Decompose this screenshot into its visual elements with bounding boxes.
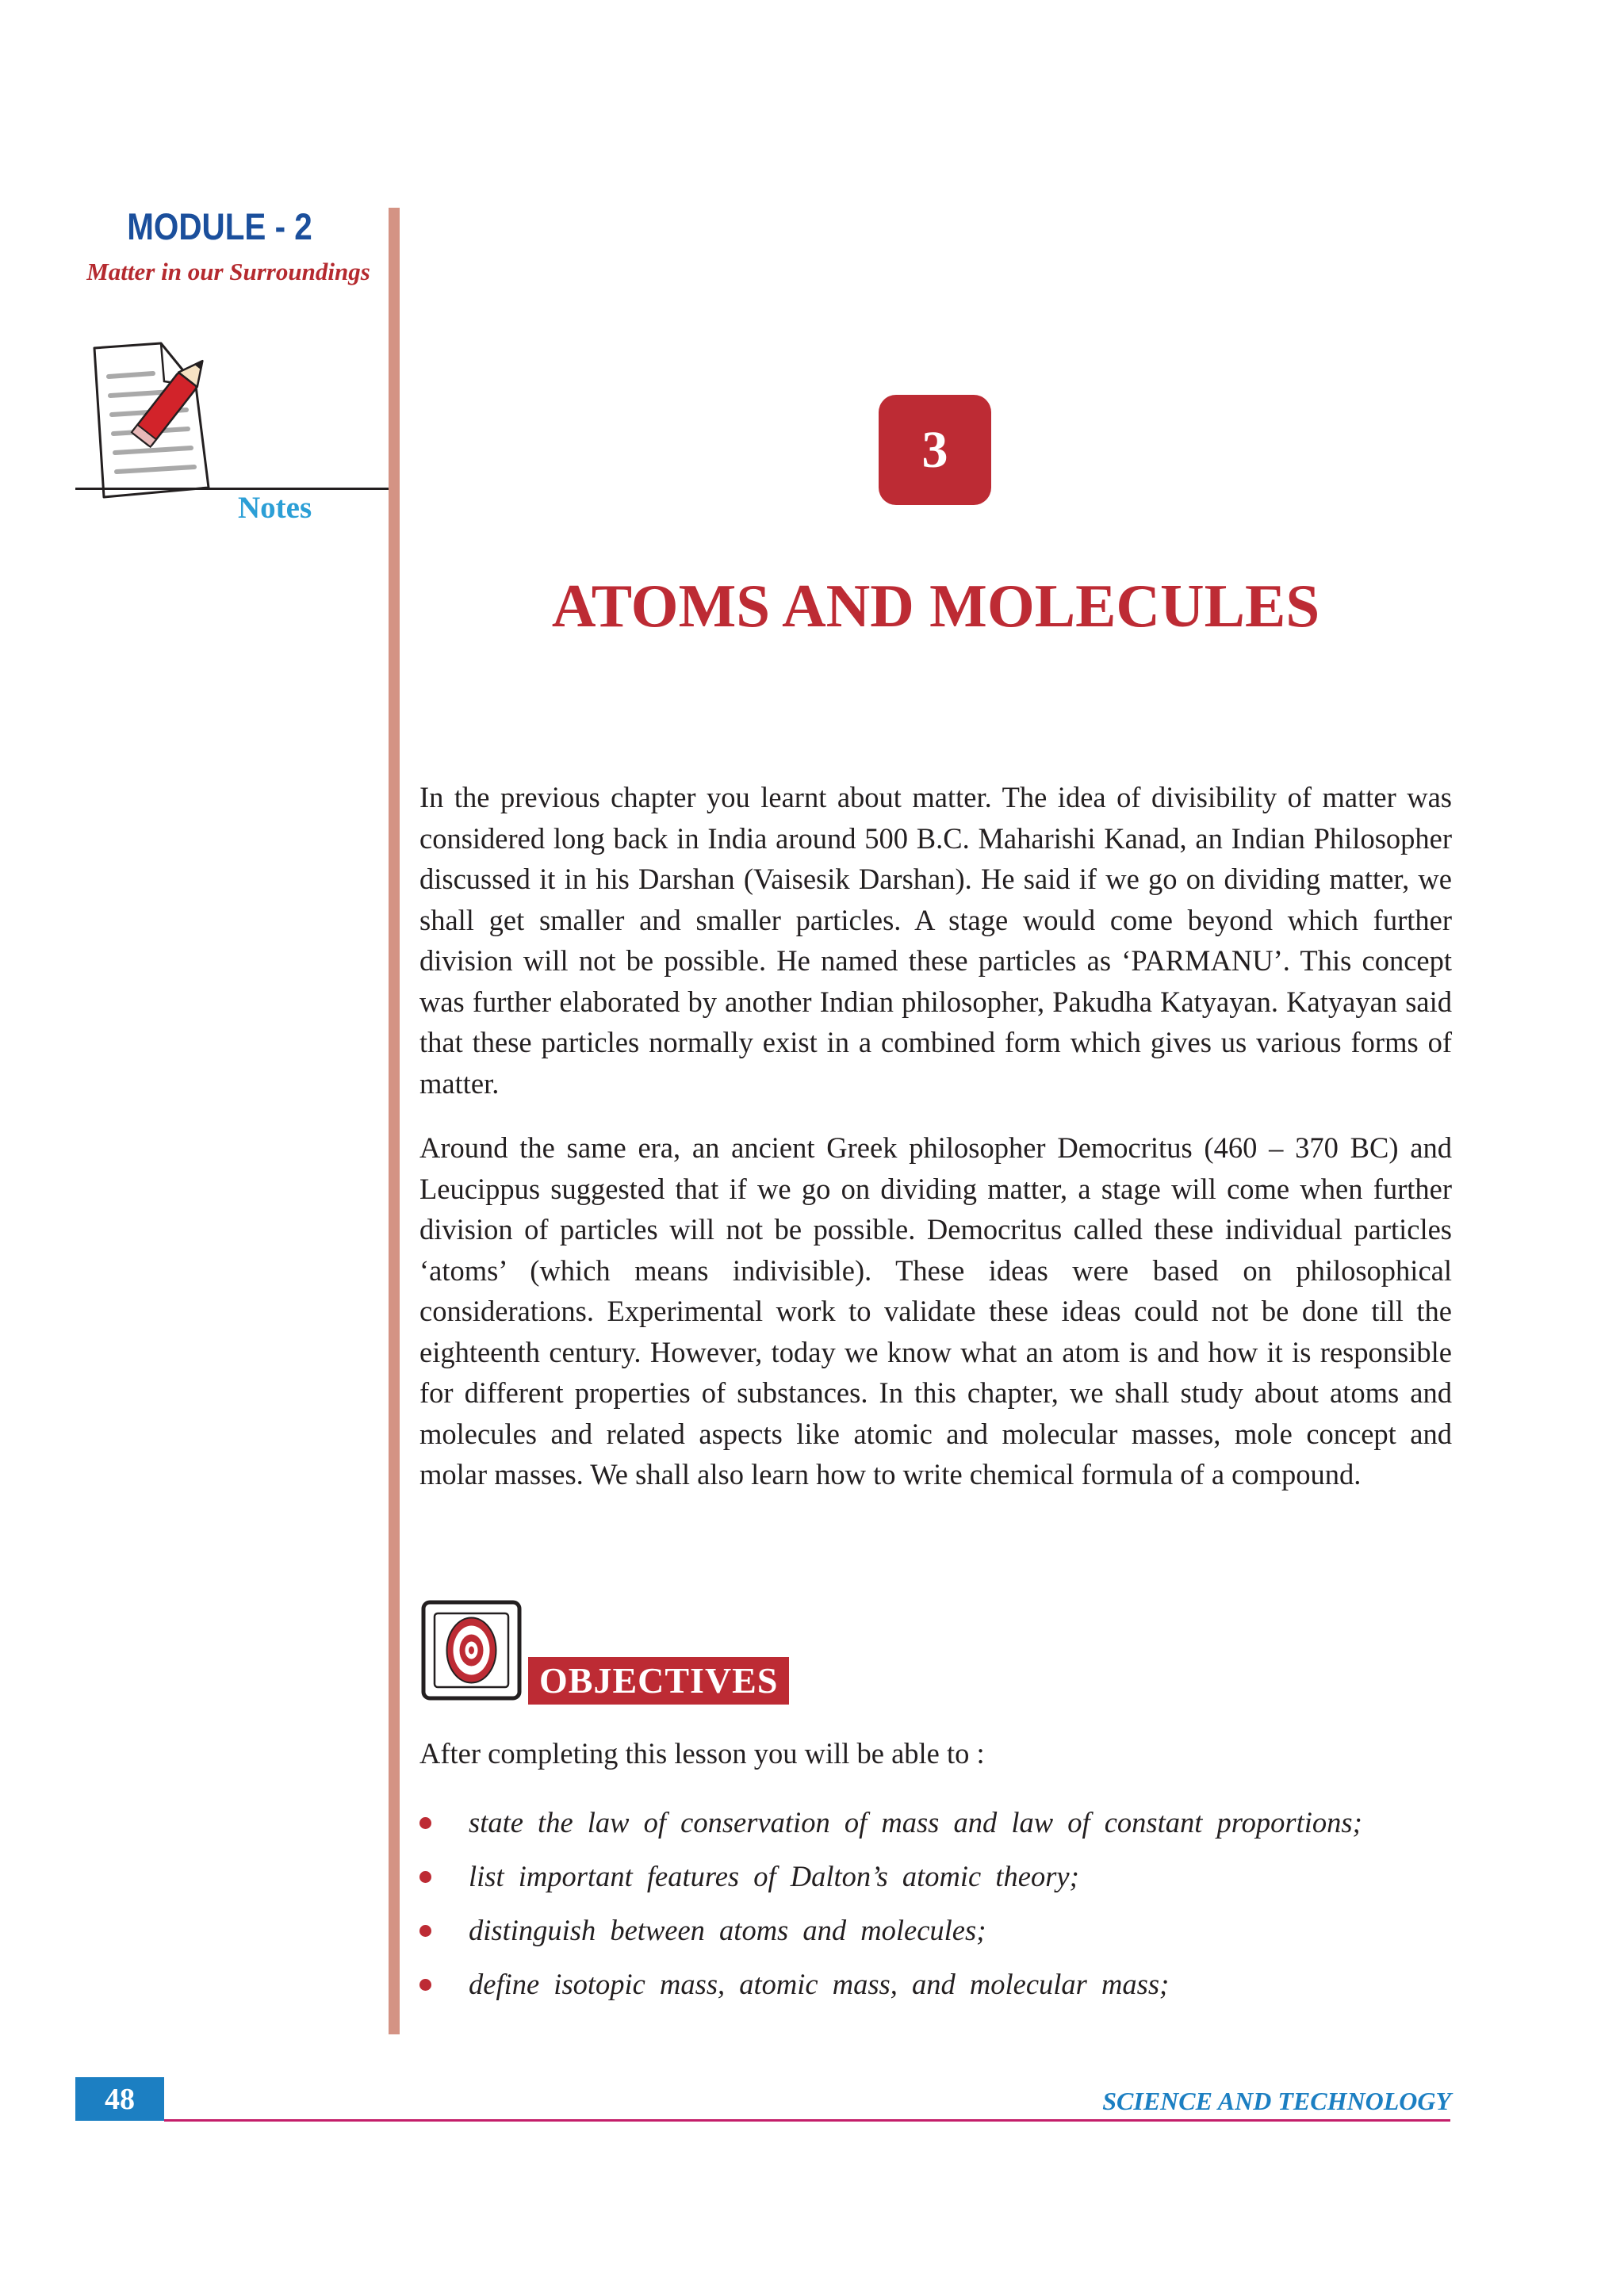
objectives-intro: After completing this lesson you will be able to :	[419, 1737, 985, 1770]
objective-item: list important features of Dalton’s atomic theory;	[419, 1850, 1452, 1904]
footer-rule	[164, 2119, 1450, 2122]
objectives-list	[419, 1796, 1452, 2011]
objective-item: define isotopic mass, atomic mass, and molecular mass;	[419, 1957, 1452, 2011]
intro-paragraph-1: In the previous chapter you learnt about matter. The idea of divisibility of matter was considered long back in India around 500 B.C. Maharishi Kanad, an Indian Philosopher discussed it in his Darshan (Vaisesik Darshan). He said if we go on dividing matter, we shall get smaller and smaller particles. A stage would come beyond which further division will not be possible. He named these particles as ‘PARMANU’. This concept was further elaborated by another Indian philosopher, Pakudha Katyayan. Katyayan said that these particles normally exist in a combined form which gives us various forms of matter.	[419, 781, 1452, 1100]
chapter-number-badge: 3	[879, 395, 991, 505]
notes-label: Notes	[238, 491, 312, 525]
objectives-heading: OBJECTIVES	[528, 1657, 789, 1705]
page-number: 48	[75, 2077, 164, 2121]
footer-book-title: SCIENCE AND TECHNOLOGY	[1102, 2087, 1451, 2115]
margin-divider	[389, 208, 400, 2034]
bullet-icon	[419, 1871, 431, 1883]
notes-rule	[75, 488, 389, 490]
bullet-icon	[419, 1925, 431, 1937]
bullet-icon	[419, 1817, 431, 1829]
intro-paragraph-2: Around the same era, an ancient Greek philosopher Democritus (460 – 370 BC) and Leucippus suggested that if we go on dividing matter, a stage will come when further division of particles will not be possible. Democritus called these individual particles ‘atoms’ (which means indivisible). These ideas were based on philosophical considerations. Experimental work to validate these ideas could not be done till the eighteenth century. However, today we know what an atom is and how it is responsible for different properties of substances. In this chapter, we shall study about atoms and molecules and related aspects like atomic and molecular masses, mole concept and molar masses. We shall also learn how to write chemical formula of a compound.	[419, 1131, 1452, 1490]
objective-item: distinguish between atoms and molecules;	[419, 1904, 1452, 1957]
chapter-title: ATOMS AND MOLECULES	[551, 572, 1320, 640]
module-label: MODULE - 2	[127, 205, 312, 247]
module-subtitle: Matter in our Surroundings	[86, 258, 370, 285]
target-icon	[421, 1600, 522, 1701]
bullet-icon	[419, 1979, 431, 1991]
objective-item: state the law of conservation of mass and law of constant proportions;	[419, 1796, 1452, 1850]
